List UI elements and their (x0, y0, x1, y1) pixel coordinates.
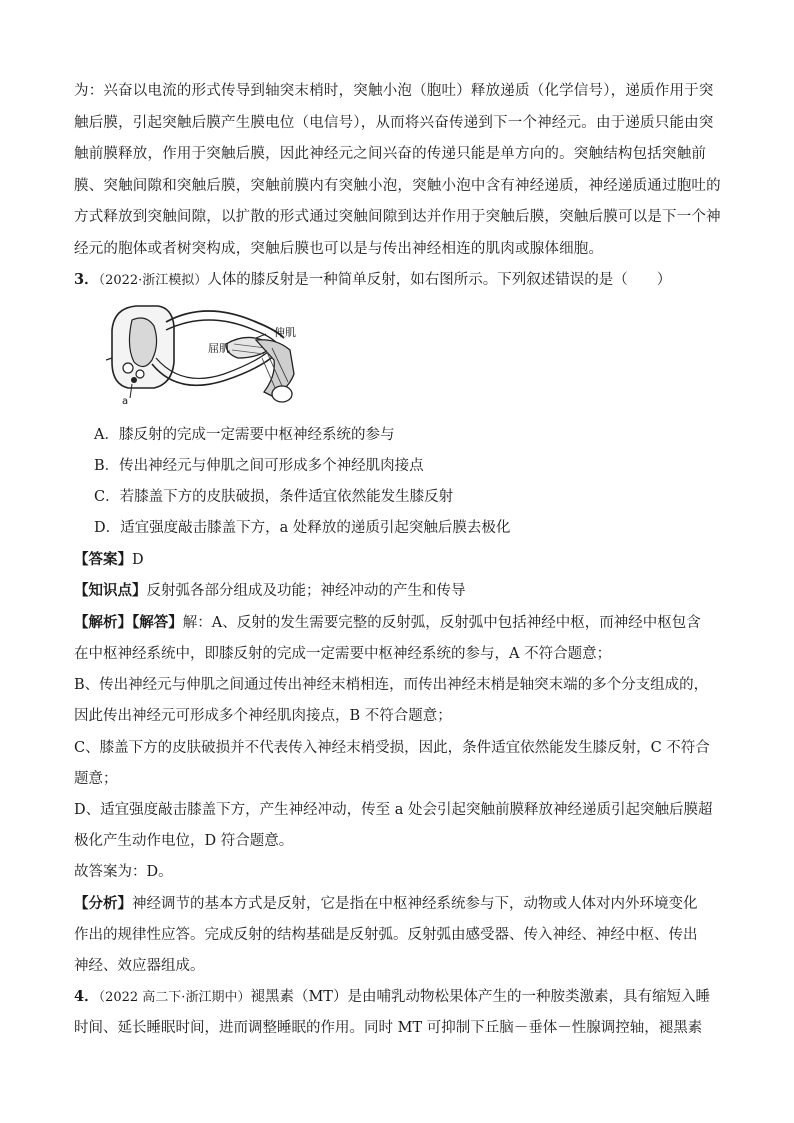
answer-line (74, 550, 144, 570)
fenxi-text-1: 神经调节的基本方式是反射，它是指在中枢神经系统参与下，动物或人体对内外环境变化 (132, 896, 698, 912)
knee-reflex-figure (106, 300, 302, 406)
analysis-a-second: 在中枢神经系统中，即膝反射的完成一定需要中枢神经系统的参与，A 不符合题意； (74, 646, 612, 662)
knowledge-text: 反射弧各部分组成及功能；神经冲动的产生和传导 (146, 583, 466, 599)
question-4-heading (74, 987, 710, 1008)
knowledge-line (74, 581, 466, 601)
analysis-c-first: C、膝盖下方的皮肤破损并不代表传入神经末梢受损，因此，条件适宜依然能发生膝反射，C 不符合 (74, 740, 710, 756)
analysis-b-first: B、传出神经元与伸肌之间通过传出神经末梢相连，而传出神经末梢是轴突末端的多个分支组成的， (74, 677, 709, 693)
conclusion-line: 故答案为：D。 (74, 864, 173, 880)
analysis-tag: 【解析】【解答】 (74, 614, 183, 631)
extensor-muscle-label: 伸肌 (274, 326, 296, 339)
question-3-number: 3． (74, 271, 99, 288)
analysis-d-second: 极化产生动作电位，D 符合题意。 (74, 833, 294, 849)
question-4-stem-1: 褪黑素（MT）是由哺乳动物松果体产生的一种胺类激素，具有缩短入睡 (250, 989, 710, 1005)
option-d: D．适宜强度敲击膝盖下方，a 处释放的递质引起突触后膜去极化 (94, 520, 511, 536)
question-3-source: （2022·浙江模拟） (98, 273, 208, 288)
option-a: A．膝反射的完成一定需要中枢神经系统的参与 (94, 427, 395, 443)
fenxi-line-1 (74, 894, 698, 914)
answer-value: D (132, 552, 144, 568)
flexor-muscle-label: 屈肌 (208, 342, 230, 355)
question-4-source: （2022 高二下·浙江期中） (98, 990, 251, 1005)
answer-tag: 【答案】 (74, 551, 132, 568)
fenxi-line-2: 作出的规律性应答。完成反射的结构基础是反射弧。反射弧由感受器、传入神经、神经中枢、传出 (74, 927, 698, 943)
question-3-stem: 人体的膝反射是一种简单反射，如右图所示。下列叙述错误的是（ ） (207, 272, 672, 288)
question-3-heading (74, 270, 671, 291)
knowledge-tag: 【知识点】 (74, 582, 147, 599)
fenxi-line-3: 神经、效应器组成。 (74, 958, 205, 974)
option-c: C．若膝盖下方的皮肤破损，条件适宜依然能发生膝反射 (94, 489, 454, 505)
analysis-a-first: 解：A、反射的发生需要完整的反射弧，反射弧中包括神经中枢，而神经中枢包含 (182, 615, 701, 631)
analysis-line-1 (74, 613, 701, 633)
intro-paragraph: 为：兴奋以电流的形式传导到轴突末梢时，突触小泡（胞吐）释放递质（化学信号），递质作用于突触后膜，引起突触后膜产生膜电位（电信号），从而将兴奋传递到下一个神经元。由于递质只能由突触前膜释放，作用于突触后膜，因此神经元之间兴奋的传递只能是单方向的。突触结构包括突触前膜、突触间隙和突触后膜，突触前膜内有突触小泡，突触小泡中含有神经递质，神经递质通过胞吐的方式释放到突触间隙，以扩散的形式通过突触间隙到达并作用于突触后膜，突触后膜可以是下一个神经元的胞体或者树突构成，突触后膜也可以是与传出神经相连的肌肉或腺体细胞。 (74, 83, 721, 257)
option-b: B．传出神经元与伸肌之间可形成多个神经肌肉接点 (94, 458, 424, 474)
analysis-b-second: 因此传出神经元可形成多个神经肌肉接点，B 不符合题意； (74, 708, 452, 724)
question-4-stem-2: 时间、延长睡眠时间，进而调整睡眠的作用。同时 MT 可抑制下丘脑－垂体－性腺调控轴，褪黑素 (74, 1020, 703, 1036)
analysis-d-first: D、适宜强度敲击膝盖下方，产生神经冲动，传至 a 处会引起突触前膜释放神经递质引起突触后膜超 (74, 802, 713, 818)
point-a-label: a (122, 396, 129, 406)
analysis-c-second: 题意； (74, 771, 118, 787)
question-4-number: 4． (74, 988, 99, 1005)
knee-reflex-diagram (106, 300, 302, 406)
fenxi-tag: 【分析】 (74, 895, 132, 912)
